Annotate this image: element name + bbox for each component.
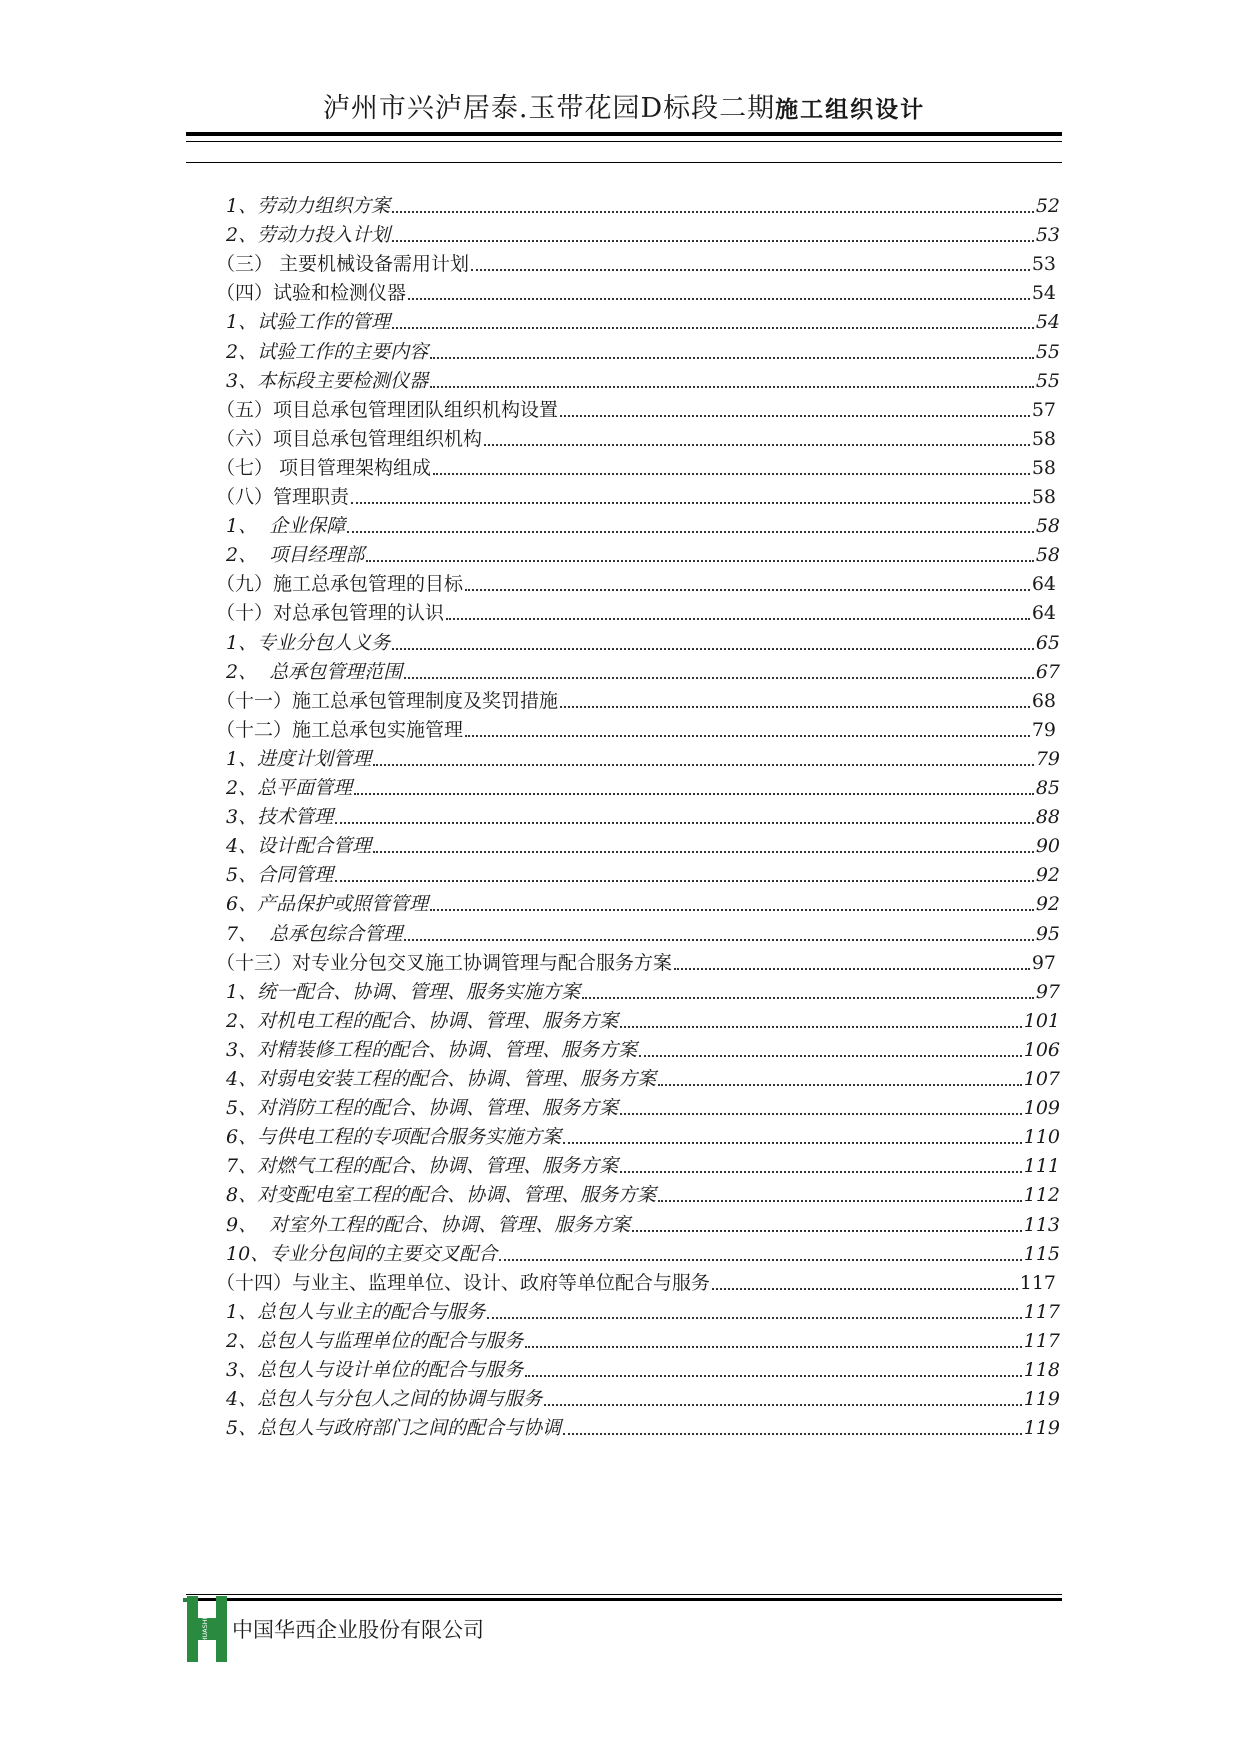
toc-entry-page: 101	[1023, 1009, 1060, 1032]
toc-entry-page: 88	[1035, 806, 1060, 829]
toc-entry-page: 113	[1023, 1213, 1060, 1236]
toc-entry[interactable]	[220, 1381, 1060, 1411]
toc-leader-dots	[620, 1170, 1022, 1173]
toc-leader-dots	[525, 1345, 1022, 1348]
toc-entry-page: 97	[1031, 951, 1056, 974]
toc-entry[interactable]	[220, 654, 1060, 684]
toc-entry-page: 92	[1035, 893, 1060, 916]
toc-entry-page: 57	[1031, 398, 1056, 421]
toc-leader-dots	[487, 1316, 1022, 1319]
toc-entry[interactable]	[220, 886, 1060, 916]
toc-leader-dots	[351, 501, 1030, 504]
toc-leader-dots	[433, 472, 1030, 475]
toc-entry-title: 10、专业分包间的主要交叉配合	[220, 1242, 498, 1265]
toc-entry-title: （十一）施工总承包管理制度及奖罚措施	[216, 689, 559, 712]
toc-entry-title: 1、统一配合、协调、管理、服务实施方案	[220, 980, 581, 1003]
toc-entry[interactable]	[220, 799, 1060, 829]
toc-leader-dots	[560, 414, 1030, 417]
toc-entry-title: 6、产品保护或照管管理	[220, 893, 429, 916]
toc-leader-dots	[373, 763, 1034, 766]
header-rule-thin	[186, 141, 1062, 142]
toc-entry-page: 111	[1023, 1155, 1060, 1178]
toc-entry[interactable]	[216, 479, 1056, 509]
toc-leader-dots	[392, 210, 1034, 213]
toc-entry-title: （三） 主要机械设备需用计划	[216, 253, 470, 276]
toc-entry-title: 1、 企业保障	[220, 515, 346, 538]
toc-entry[interactable]	[216, 450, 1056, 480]
toc-entry[interactable]	[220, 1148, 1060, 1178]
toc-entry-page: 54	[1031, 282, 1056, 305]
toc-entry[interactable]	[220, 508, 1060, 538]
toc-entry-title: （十）对总承包管理的认识	[216, 602, 445, 625]
toc-entry[interactable]	[216, 683, 1056, 713]
toc-entry[interactable]	[216, 945, 1056, 975]
toc-entry-title: 2、劳动力投入计划	[220, 224, 391, 247]
toc-entry-page: 90	[1035, 835, 1060, 858]
toc-entry[interactable]	[216, 392, 1056, 422]
toc-entry-title: 3、对精装修工程的配合、协调、管理、服务方案	[220, 1038, 638, 1061]
toc-leader-dots	[544, 1403, 1022, 1406]
toc-leader-dots	[465, 734, 1030, 737]
toc-entry[interactable]	[220, 1410, 1060, 1440]
toc-entry-title: 8、对变配电室工程的配合、协调、管理、服务方案	[220, 1184, 657, 1207]
toc-entry[interactable]	[220, 1294, 1060, 1324]
toc-entry-page: 53	[1035, 224, 1060, 247]
toc-entry-page: 95	[1035, 922, 1060, 945]
toc-entry[interactable]	[220, 188, 1060, 218]
toc-entry[interactable]	[216, 421, 1056, 451]
toc-leader-dots	[404, 938, 1034, 941]
toc-entry[interactable]	[220, 1207, 1060, 1237]
toc-leader-dots	[620, 1112, 1022, 1115]
toc-entry-title: （四）试验和检测仪器	[216, 282, 407, 305]
toc-leader-dots	[335, 821, 1034, 824]
toc-leader-dots	[366, 559, 1034, 562]
toc-entry-title: （五）项目总承包管理团队组织机构设置	[216, 398, 559, 421]
toc-entry-title: 9、 对室外工程的配合、协调、管理、服务方案	[220, 1213, 631, 1236]
toc-entry-page: 117	[1019, 1271, 1056, 1294]
toc-entry-title: 3、总包人与设计单位的配合与服务	[220, 1359, 524, 1381]
toc-leader-dots	[712, 1287, 1018, 1290]
toc-leader-dots	[620, 1025, 1022, 1028]
toc-entry[interactable]	[220, 1090, 1060, 1120]
toc-leader-dots	[560, 705, 1030, 708]
toc-entry-page: 53	[1031, 253, 1056, 276]
footer-rule-thin	[186, 1594, 1062, 1595]
toc-entry[interactable]	[220, 857, 1060, 887]
toc-leader-dots	[658, 1083, 1022, 1086]
toc-entry-page: 112	[1023, 1184, 1060, 1207]
toc-entry-page: 117	[1023, 1329, 1060, 1352]
toc-entry[interactable]	[220, 1003, 1060, 1033]
toc-entry-page: 58	[1031, 456, 1056, 479]
toc-entry-title: （六）项目总承包管理组织机构	[216, 427, 483, 450]
toc-entry-title: （十二）施工总承包实施管理	[216, 718, 464, 741]
toc-leader-dots	[582, 996, 1034, 999]
toc-entry-page: 106	[1023, 1038, 1060, 1061]
toc-entry[interactable]	[216, 566, 1056, 596]
toc-entry-page: 109	[1023, 1097, 1060, 1120]
toc-entry-page: 110	[1023, 1126, 1060, 1149]
toc-entry[interactable]	[220, 217, 1060, 247]
toc-entry[interactable]	[220, 1119, 1060, 1149]
header-project-name: 泸州市兴泸居泰.玉带花园D标段二期	[322, 93, 776, 124]
toc-entry-page: 64	[1031, 573, 1056, 596]
toc-entry-page: 119	[1023, 1417, 1060, 1440]
toc-entry[interactable]	[216, 712, 1056, 742]
toc-leader-dots	[347, 530, 1034, 533]
toc-leader-dots	[563, 1432, 1022, 1435]
header-rule-thick	[186, 132, 1062, 136]
toc-leader-dots	[484, 443, 1030, 446]
toc-leader-dots	[392, 647, 1034, 650]
toc-leader-dots	[563, 1141, 1022, 1144]
toc-leader-dots	[392, 239, 1034, 242]
toc-entry[interactable]	[216, 246, 1056, 276]
toc-entry[interactable]	[216, 1265, 1056, 1295]
toc-leader-dots	[392, 326, 1034, 329]
toc-leader-dots	[674, 967, 1030, 970]
toc-entry-title: （十三）对专业分包交叉施工协调管理与配合服务方案	[216, 951, 673, 974]
toc-entry-title: 5、总包人与政府部门之间的配合与协调	[220, 1417, 562, 1440]
toc-entry[interactable]	[220, 304, 1060, 334]
toc-leader-dots	[658, 1199, 1022, 1202]
toc-entry-page: 107	[1023, 1068, 1060, 1090]
toc-entry-page: 119	[1023, 1388, 1060, 1411]
toc-entry[interactable]	[220, 1236, 1060, 1266]
toc-entry-title: 1、试验工作的管理	[220, 311, 391, 334]
toc-entry-title: （八）管理职责	[216, 486, 350, 508]
toc-leader-dots	[632, 1229, 1022, 1232]
toc-entry-title: 5、对消防工程的配合、协调、管理、服务方案	[220, 1097, 619, 1120]
logo-text: HUASHI	[201, 1617, 209, 1643]
toc-entry-page: 55	[1035, 369, 1060, 392]
toc-entry-page: 79	[1031, 718, 1056, 741]
toc-entry-page: 58	[1031, 486, 1056, 508]
toc-entry-page: 67	[1035, 660, 1060, 683]
toc-leader-dots	[499, 1258, 1022, 1261]
toc-entry[interactable]	[216, 595, 1056, 625]
toc-entry[interactable]	[220, 334, 1060, 364]
toc-entry-title: 7、 总承包综合管理	[220, 922, 403, 945]
toc-entry-title: 4、对弱电安装工程的配合、协调、管理、服务方案	[220, 1068, 657, 1090]
toc-entry[interactable]	[220, 828, 1060, 858]
toc-entry-page: 92	[1035, 864, 1060, 887]
toc-leader-dots	[525, 1374, 1022, 1377]
toc-entry[interactable]	[220, 1352, 1060, 1382]
huashi-logo-icon	[187, 1594, 227, 1664]
toc-entry[interactable]	[220, 974, 1060, 1004]
toc-entry-title: 2、总包人与监理单位的配合与服务	[220, 1329, 524, 1352]
toc-entry-title: 1、进度计划管理	[220, 747, 372, 770]
toc-leader-dots	[430, 385, 1034, 388]
toc-entry-title: 5、合同管理	[220, 864, 334, 887]
toc-leader-dots	[471, 268, 1030, 271]
toc-entry-page: 58	[1035, 515, 1060, 538]
toc-entry-title: 3、技术管理	[220, 806, 334, 829]
toc-entry-page: 65	[1035, 631, 1060, 654]
toc-entry-page: 58	[1031, 427, 1056, 450]
toc-leader-dots	[404, 676, 1034, 679]
header-rule-lower	[186, 162, 1062, 163]
toc-entry-title: 2、 总承包管理范围	[220, 660, 403, 683]
toc-entry[interactable]	[216, 275, 1056, 305]
toc-entry-page: 115	[1023, 1242, 1060, 1265]
toc-leader-dots	[354, 792, 1034, 795]
toc-leader-dots	[373, 850, 1034, 853]
toc-leader-dots	[408, 297, 1030, 300]
toc-entry[interactable]	[220, 537, 1060, 567]
header-title	[186, 86, 1062, 125]
toc-entry-page: 68	[1031, 689, 1056, 712]
toc-entry-title: 7、对燃气工程的配合、协调、管理、服务方案	[220, 1155, 619, 1178]
toc-entry-title: 2、总平面管理	[220, 777, 353, 799]
toc-entry-page: 55	[1035, 340, 1060, 363]
toc-entry-title: （十四）与业主、监理单位、设计、政府等单位配合与服务	[216, 1271, 711, 1294]
toc-entry-page: 117	[1023, 1300, 1060, 1323]
toc-entry-title: 4、总包人与分包人之间的协调与服务	[220, 1388, 543, 1411]
toc-leader-dots	[639, 1054, 1022, 1057]
toc-entry-title: 3、本标段主要检测仪器	[220, 369, 429, 392]
toc-entry-title: 6、与供电工程的专项配合服务实施方案	[220, 1126, 562, 1149]
toc-entry[interactable]	[220, 625, 1060, 655]
toc-entry[interactable]	[220, 741, 1060, 771]
toc-entry-title: 4、设计配合管理	[220, 835, 372, 858]
toc-entry-page: 58	[1035, 544, 1060, 567]
toc-leader-dots	[430, 908, 1034, 911]
toc-entry-title: 1、专业分包人义务	[220, 631, 391, 654]
toc-entry-title: 2、 项目经理部	[220, 544, 365, 567]
toc-entry-page: 64	[1031, 602, 1056, 625]
toc-entry-title: （七） 项目管理架构组成	[216, 456, 432, 479]
toc-entry-title: 1、劳动力组织方案	[220, 195, 391, 217]
toc-entry-page: 118	[1023, 1359, 1060, 1381]
footer-rule-thick	[186, 1598, 1062, 1601]
toc-entry-page: 85	[1035, 777, 1060, 799]
toc-entry-page: 52	[1035, 195, 1060, 217]
toc-entry-title: （九）施工总承包管理的目标	[216, 573, 464, 596]
toc-leader-dots	[430, 356, 1034, 359]
toc-entry[interactable]	[220, 1032, 1060, 1062]
toc-leader-dots	[465, 588, 1030, 591]
toc-entry-title: 2、对机电工程的配合、协调、管理、服务方案	[220, 1009, 619, 1032]
toc-entry[interactable]	[220, 363, 1060, 393]
toc-entry[interactable]	[220, 1323, 1060, 1353]
toc-leader-dots	[335, 879, 1034, 882]
toc-entry[interactable]	[220, 916, 1060, 946]
company-name: 中国华西企业股份有限公司	[232, 1618, 484, 1642]
toc-entry-title: 2、试验工作的主要内容	[220, 340, 429, 363]
toc-entry[interactable]	[220, 770, 1060, 800]
toc-entry-page: 54	[1035, 311, 1060, 334]
toc-entry-page: 79	[1035, 747, 1060, 770]
toc-entry-title: 1、总包人与业主的配合与服务	[220, 1300, 486, 1323]
toc-entry[interactable]	[220, 1177, 1060, 1207]
header-subtitle: 施工组织设计	[775, 97, 926, 123]
toc-entry-page: 97	[1035, 980, 1060, 1003]
toc-entry[interactable]	[220, 1061, 1060, 1091]
toc-leader-dots	[446, 617, 1030, 620]
